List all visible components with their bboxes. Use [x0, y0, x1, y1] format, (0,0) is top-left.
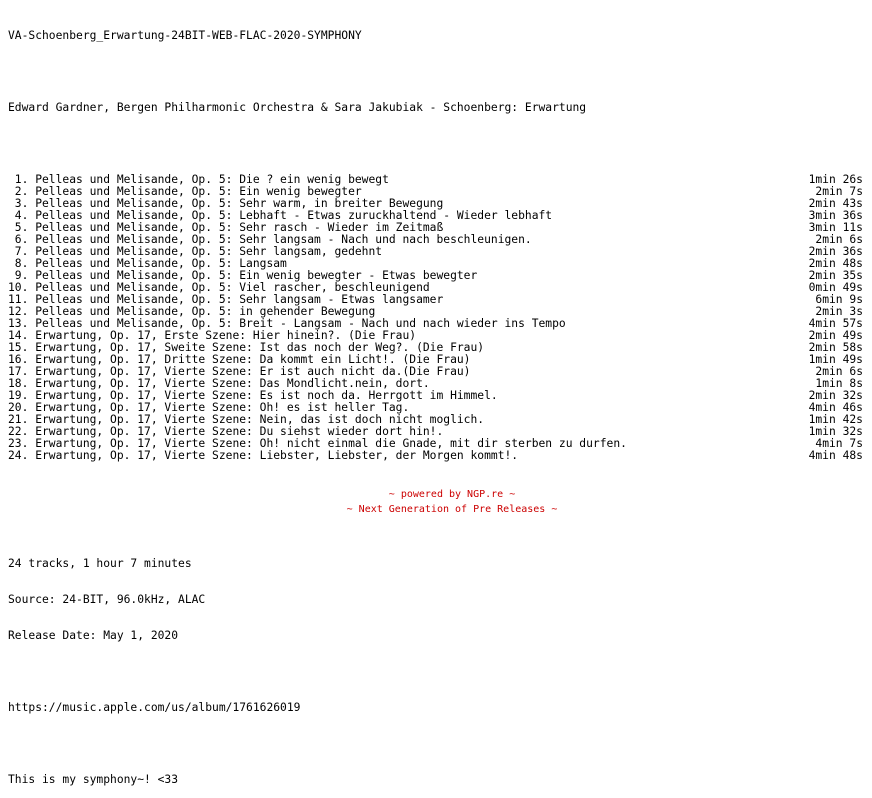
track-row [8, 282, 863, 294]
track-title: 13. Pelleas und Melisande, Op. 5: Breit - Langsam - Nach und nach wieder ins Tempo [8, 318, 566, 330]
album-line: Edward Gardner, Bergen Philharmonic Orchestra & Sara Jakubiak - Schoenberg: Erwartung [8, 101, 587, 114]
track-row [8, 306, 863, 318]
track-title: 5. Pelleas und Melisande, Op. 5: Sehr rasch - Wieder im Zeitmaß [8, 222, 444, 234]
track-title: 14. Erwartung, Op. 17, Erste Szene: Hier hinein?. (Die Frau) [8, 330, 417, 342]
track-title: 11. Pelleas und Melisande, Op. 5: Sehr langsam - Etwas langsamer [8, 294, 444, 306]
track-row [8, 186, 863, 198]
track-title: 8. Pelleas und Melisande, Op. 5: Langsam [8, 258, 287, 270]
track-duration: 2min 43s [808, 197, 863, 210]
track-duration: 2min 48s [808, 257, 863, 270]
release-name: VA-Schoenberg_Erwartung-24BIT-WEB-FLAC-2020-SYMPHONY [8, 29, 362, 42]
track-duration: 4min 7s [815, 437, 863, 450]
track-title: 21. Erwartung, Op. 17, Vierte Szene: Nein, das ist doch nicht moglich. [8, 414, 485, 426]
track-title: 12. Pelleas und Melisande, Op. 5: in gehender Bewegung [8, 306, 376, 318]
track-title: 1. Pelleas und Melisande, Op. 5: Die ? ein wenig bewegt [8, 174, 389, 186]
track-title: 19. Erwartung, Op. 17, Vierte Szene: Es ist noch da. Herrgott im Himmel. [8, 390, 498, 402]
track-duration: 2min 7s [815, 185, 863, 198]
track-duration: 2min 36s [808, 245, 863, 258]
nfo-document [8, 6, 863, 798]
track-row [8, 222, 863, 234]
track-title: 2. Pelleas und Melisande, Op. 5: Ein wenig bewegter [8, 186, 362, 198]
track-title: 22. Erwartung, Op. 17, Vierte Szene: Du siehst wieder dort hin!. [8, 426, 444, 438]
track-duration: 0min 49s [808, 281, 863, 294]
track-row [8, 258, 863, 270]
track-title: 20. Erwartung, Op. 17, Vierte Szene: Oh! es ist heller Tag. [8, 402, 410, 414]
track-duration: 4min 48s [808, 449, 863, 462]
track-title: 15. Erwartung, Op. 17, Sweite Szene: Ist das noch der Weg?. (Die Frau) [8, 342, 485, 354]
track-duration: 4min 57s [808, 317, 863, 330]
track-row [8, 426, 863, 438]
track-title: 16. Erwartung, Op. 17, Dritte Szene: Da kommt ein Licht!. (Die Frau) [8, 354, 471, 366]
track-duration: 1min 8s [815, 377, 863, 390]
track-duration: 2min 6s [815, 233, 863, 246]
track-title: 3. Pelleas und Melisande, Op. 5: Sehr warm, in breiter Bewegung [8, 198, 444, 210]
track-row [8, 198, 863, 210]
album-url[interactable]: https://music.apple.com/us/album/1761626019 [8, 701, 301, 714]
track-row [8, 270, 863, 282]
track-title: 10. Pelleas und Melisande, Op. 5: Viel rascher, beschleunigend [8, 282, 430, 294]
tagline: This is my symphony~! <33 [8, 773, 179, 786]
track-duration: 1min 42s [808, 413, 863, 426]
track-title: 17. Erwartung, Op. 17, Vierte Szene: Er ist auch nicht da.(Die Frau) [8, 366, 471, 378]
track-duration: 4min 46s [808, 401, 863, 414]
track-row [8, 354, 863, 366]
track-row [8, 378, 863, 390]
track-title: 18. Erwartung, Op. 17, Vierte Szene: Das Mondlicht.nein, dort. [8, 378, 430, 390]
next-gen-footer: ~ Next Generation of Pre Releases ~ [346, 504, 558, 515]
track-duration: 1min 32s [808, 425, 863, 438]
track-title: 23. Erwartung, Op. 17, Vierte Szene: Oh! nicht einmal die Gnade, mit dir sterben zu durfen. [8, 438, 627, 450]
track-duration: 2min 3s [815, 305, 863, 318]
track-title: 6. Pelleas und Melisande, Op. 5: Sehr langsam - Nach und nach beschleunigen. [8, 234, 532, 246]
track-row [8, 342, 863, 354]
track-row [8, 390, 863, 402]
track-duration: 3min 36s [808, 209, 863, 222]
track-duration: 6min 9s [815, 293, 863, 306]
release-date: Release Date: May 1, 2020 [8, 629, 179, 642]
track-row [8, 438, 863, 450]
track-row [8, 330, 863, 342]
track-duration: 1min 49s [808, 353, 863, 366]
track-row [8, 318, 863, 330]
track-row [8, 450, 863, 462]
track-duration: 2min 35s [808, 269, 863, 282]
track-row [8, 294, 863, 306]
summary: 24 tracks, 1 hour 7 minutes [8, 557, 192, 570]
track-row [8, 246, 863, 258]
track-duration: 2min 49s [808, 329, 863, 342]
track-row [8, 402, 863, 414]
track-row [8, 174, 863, 186]
powered-by-footer: ~ powered by NGP.re ~ [388, 489, 516, 500]
source-info: Source: 24-BIT, 96.0kHz, ALAC [8, 593, 206, 606]
track-duration: 3min 11s [808, 221, 863, 234]
track-duration: 2min 32s [808, 389, 863, 402]
track-row [8, 414, 863, 426]
track-title: 4. Pelleas und Melisande, Op. 5: Lebhaft - Etwas zuruckhaltend - Wieder lebhaft [8, 210, 553, 222]
track-title: 24. Erwartung, Op. 17, Vierte Szene: Liebster, Liebster, der Morgen kommt!. [8, 450, 519, 462]
track-title: 7. Pelleas und Melisande, Op. 5: Sehr langsam, gedehnt [8, 246, 383, 258]
track-title: 9. Pelleas und Melisande, Op. 5: Ein wenig bewegter - Etwas bewegter [8, 270, 478, 282]
track-duration: 1min 26s [808, 173, 863, 186]
track-duration: 2min 58s [808, 341, 863, 354]
tracklist [8, 174, 863, 462]
track-duration: 2min 6s [815, 365, 863, 378]
track-row [8, 210, 863, 222]
track-row [8, 234, 863, 246]
track-row [8, 366, 863, 378]
